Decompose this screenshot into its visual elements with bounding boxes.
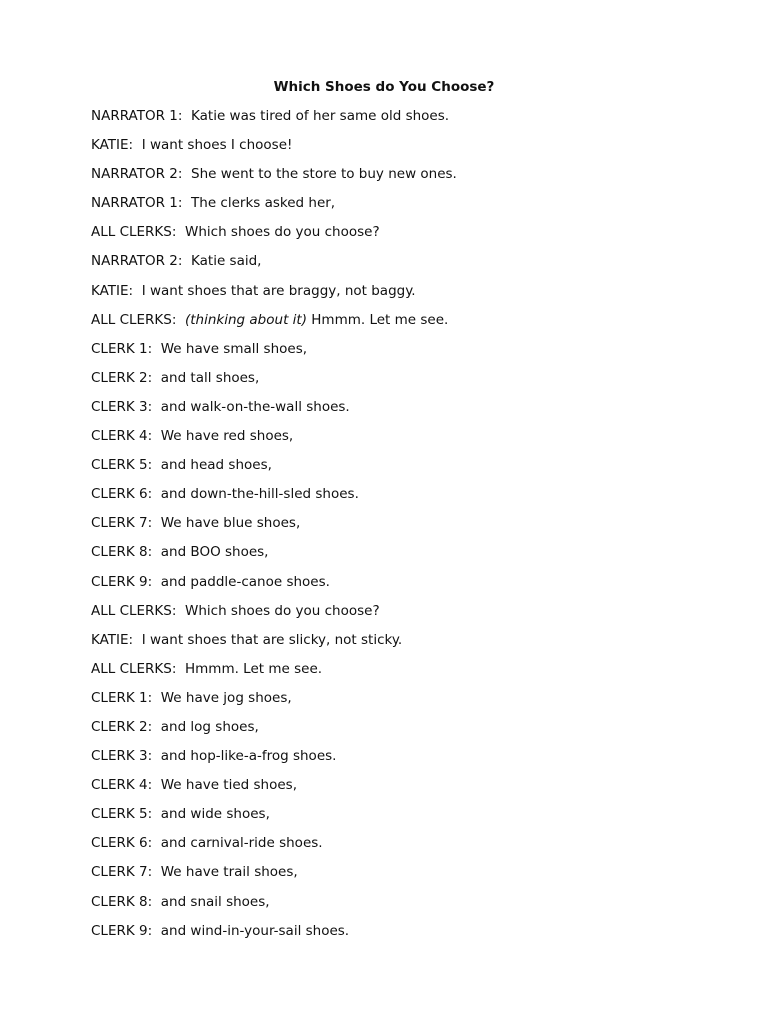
speaker-label: NARRATOR 1: — [91, 195, 183, 212]
speaker-label: CLERK 8: — [91, 893, 153, 910]
speaker-label: CLERK 5: — [91, 457, 153, 474]
speaker-label: CLERK 9: — [91, 922, 153, 939]
script-line — [91, 308, 457, 337]
speaker-label: CLERK 8: — [91, 544, 153, 561]
script-lines — [91, 104, 457, 948]
line-text: Which shoes do you choose? — [185, 224, 380, 241]
script-line — [91, 220, 457, 249]
script-line — [91, 919, 457, 948]
script-line — [91, 424, 457, 453]
script-line — [91, 831, 457, 860]
line-text: We have blue shoes, — [160, 515, 301, 532]
speaker-label: NARRATOR 2: — [91, 166, 183, 183]
script-line — [91, 191, 457, 220]
stage-direction: (thinking about it) — [185, 311, 307, 328]
line-text: We have tied shoes, — [160, 777, 297, 794]
page-title: Which Shoes do You Choose? — [273, 79, 495, 95]
line-text: I want shoes that are slicky, not sticky. — [141, 631, 403, 648]
speaker-label: CLERK 2: — [91, 369, 153, 386]
speaker-label: ALL CLERKS: — [91, 602, 177, 619]
script-line — [91, 744, 457, 773]
line-text: The clerks asked her, — [191, 195, 336, 212]
speaker-label: ALL CLERKS: — [91, 311, 177, 328]
line-text: Katie was tired of her same old shoes. — [191, 108, 450, 124]
speaker-label: CLERK 6: — [91, 486, 153, 503]
script-line — [91, 599, 457, 628]
speaker-label: NARRATOR 2: — [91, 253, 183, 270]
script-line — [91, 890, 457, 919]
speaker-label: CLERK 3: — [91, 748, 153, 765]
speaker-label: CLERK 9: — [91, 573, 153, 590]
speaker-label: CLERK 4: — [91, 777, 153, 794]
script-line — [91, 686, 457, 715]
speaker-label: CLERK 7: — [91, 864, 153, 881]
speaker-label: CLERK 1: — [91, 340, 153, 357]
speaker-label: CLERK 4: — [91, 428, 153, 445]
line-text: and BOO shoes, — [160, 544, 269, 561]
script-line — [91, 657, 457, 686]
script-line — [91, 133, 457, 162]
line-text: We have jog shoes, — [160, 689, 292, 706]
line-text: We have small shoes, — [160, 340, 308, 357]
script-line — [91, 337, 457, 366]
script-line — [91, 570, 457, 599]
speaker-label: CLERK 3: — [91, 398, 153, 415]
script-line — [91, 860, 457, 889]
speaker-label: KATIE: — [91, 282, 134, 299]
line-text: She went to the store to buy new ones. — [191, 166, 457, 183]
script-line — [91, 162, 457, 191]
script-line — [91, 715, 457, 744]
line-text: and wind-in-your-sail shoes. — [160, 922, 350, 939]
speaker-label: CLERK 2: — [91, 718, 153, 735]
script-line — [91, 366, 457, 395]
script-line — [91, 628, 457, 657]
line-text: and down-the-hill-sled shoes. — [160, 486, 359, 503]
script-line — [91, 802, 457, 831]
script-line — [91, 540, 457, 569]
line-text: Hmmm. Let me see. — [311, 311, 449, 328]
line-text: and hop-like-a-frog shoes. — [160, 748, 337, 765]
speaker-label: ALL CLERKS: — [91, 224, 177, 241]
line-text: and walk-on-the-wall shoes. — [160, 398, 350, 415]
line-text: and wide shoes, — [160, 806, 270, 823]
line-text: and tall shoes, — [160, 369, 260, 386]
line-text: Katie said, — [191, 253, 262, 270]
script-line — [91, 453, 457, 482]
speaker-label: KATIE: — [91, 137, 134, 154]
line-text: We have trail shoes, — [160, 864, 298, 881]
line-text: Which shoes do you choose? — [185, 602, 380, 619]
speaker-label: CLERK 1: — [91, 689, 153, 706]
line-text: and paddle-canoe shoes. — [160, 573, 330, 590]
speaker-label: ALL CLERKS: — [91, 660, 177, 677]
script-line — [91, 104, 457, 133]
line-text: Hmmm. Let me see. — [185, 660, 323, 677]
line-text: and snail shoes, — [160, 893, 270, 910]
line-text: and carnival-ride shoes. — [160, 835, 323, 852]
speaker-label: NARRATOR 1: — [91, 108, 183, 124]
line-text: and log shoes, — [160, 718, 259, 735]
line-text: I want shoes that are braggy, not baggy. — [141, 282, 416, 299]
line-text: We have red shoes, — [160, 428, 294, 445]
speaker-label: CLERK 6: — [91, 835, 153, 852]
line-text: I want shoes I choose! — [141, 137, 293, 154]
script-line — [91, 773, 457, 802]
script-line — [91, 482, 457, 511]
script-line — [91, 395, 457, 424]
script-line — [91, 279, 457, 308]
line-text: and head shoes, — [160, 457, 272, 474]
speaker-label: CLERK 7: — [91, 515, 153, 532]
speaker-label: KATIE: — [91, 631, 134, 648]
script-line — [91, 511, 457, 540]
script-line — [91, 249, 457, 278]
speaker-label: CLERK 5: — [91, 806, 153, 823]
